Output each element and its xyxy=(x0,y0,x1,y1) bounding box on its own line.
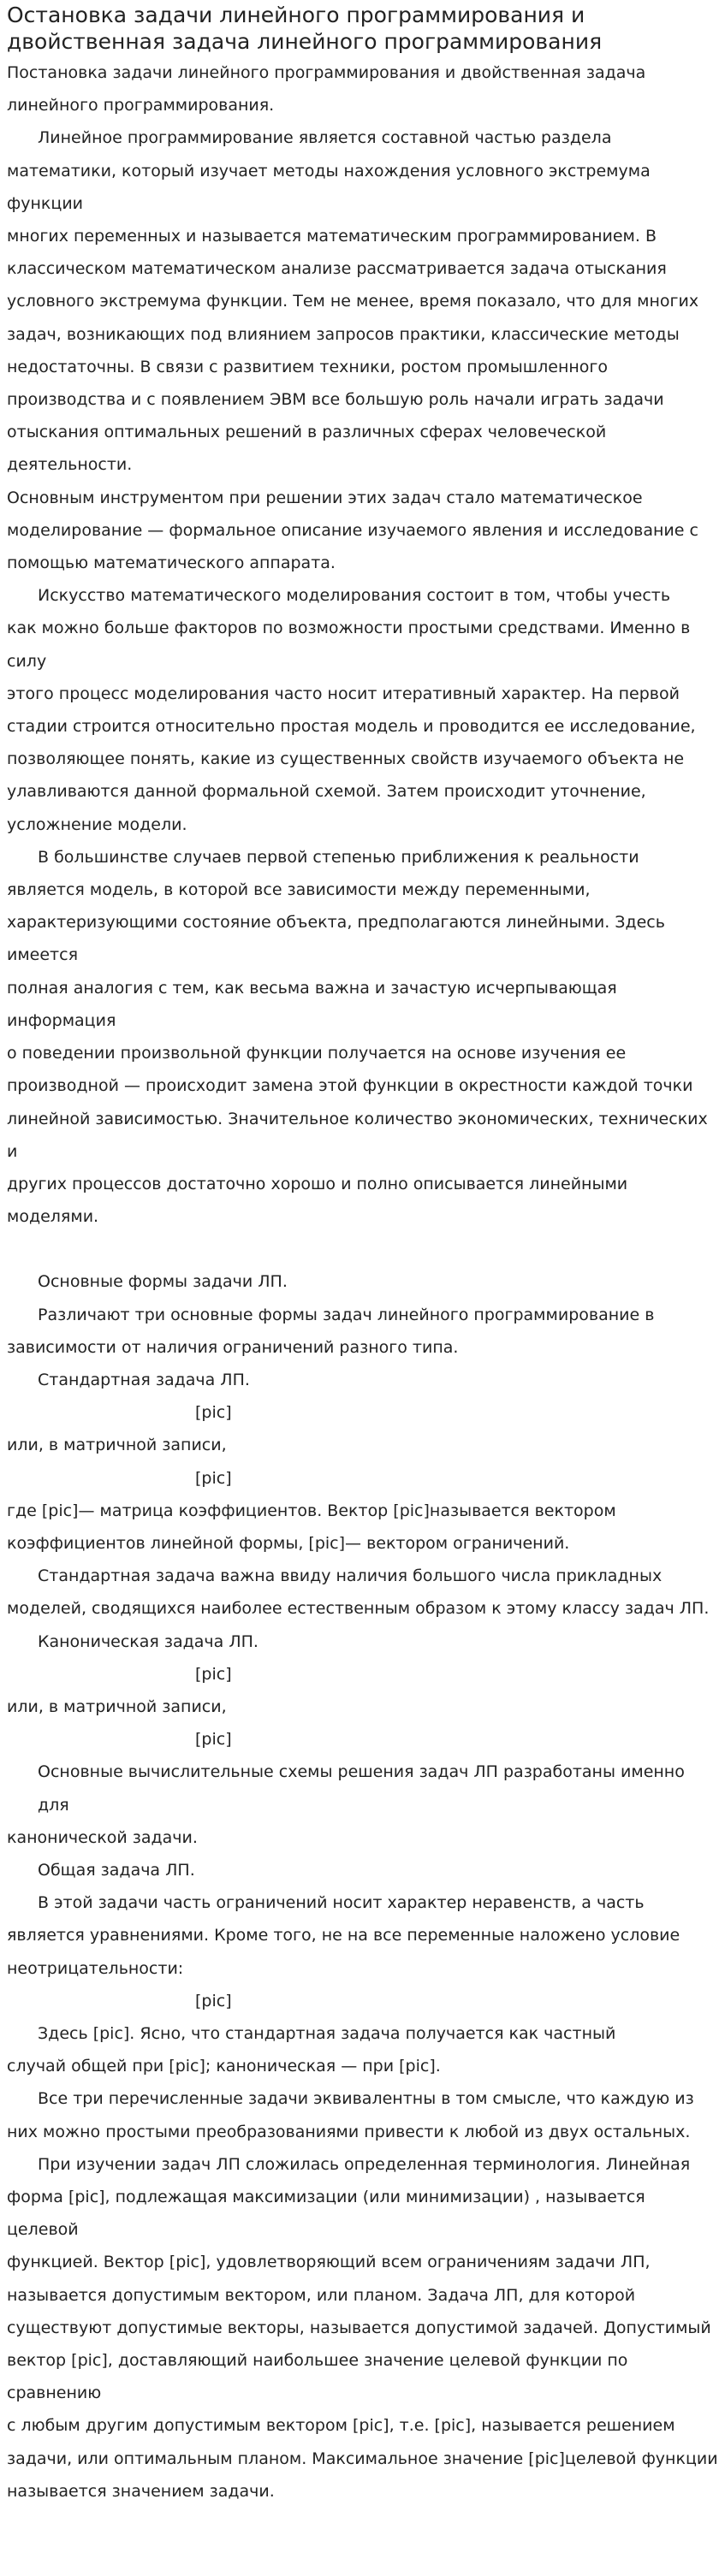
text-line: стадии строится относительно простая модель и проводится ее исследование, xyxy=(7,717,696,737)
formula-placeholder xyxy=(7,1985,719,2017)
paragraph xyxy=(7,1626,719,1658)
text-line: других процессов достаточно хорошо и полно описывается линейными моделями. xyxy=(7,1174,628,1227)
formula-placeholder xyxy=(7,1658,719,1691)
blank-line xyxy=(7,1233,719,1265)
paragraph xyxy=(7,1429,719,1461)
text-line: или, в матричной записи, xyxy=(7,1436,227,1455)
text-line: Искусство математического моделирования состоит в том, чтобы учесть xyxy=(38,586,671,606)
text-line: них можно простыми преобразованиями привести к любой из двух остальных. xyxy=(7,2122,691,2141)
paragraph xyxy=(7,121,719,481)
paragraph xyxy=(7,56,719,121)
text-line: классическом математическом анализе рассматривается задача отыскания xyxy=(7,259,667,279)
text-line: Линейное программирование является составной частью раздела xyxy=(38,128,612,148)
text-line: зависимости от наличия ограничений разного типа. xyxy=(7,1337,459,1357)
pic-placeholder: [pic] xyxy=(195,1468,232,1488)
text-line: Все три перечисленные задачи эквивалентны в том смысле, что каждую из xyxy=(38,2089,694,2109)
text-line: Общая задача ЛП. xyxy=(38,1860,195,1880)
text-line: канонической задачи. xyxy=(7,1827,198,1847)
text-line: является уравнениями. Кроме того, не на все переменные наложено условие xyxy=(7,1926,680,1945)
text-line: Основные вычислительные схемы решения задач ЛП разработаны именно для xyxy=(38,1762,685,1815)
pic-placeholder: [pic] xyxy=(195,1730,232,1750)
formula-placeholder xyxy=(7,1723,719,1756)
text-line: Каноническая задача ЛП. xyxy=(38,1631,259,1651)
text-line: линейной зависимостью. Значительное количество экономических, технических и xyxy=(7,1109,708,1161)
text-line: производства и с появлением ЭВМ все большую роль начали играть задачи xyxy=(7,390,664,410)
text-line: форма [pic], подлежащая максимизации (или минимизации) , называется целевой xyxy=(7,2188,645,2240)
text-line: Стандартная задача ЛП. xyxy=(38,1370,250,1389)
text-line: При изучении задач ЛП сложилась определенная терминология. Линейная xyxy=(38,2154,691,2174)
text-line: математики, который изучает методы нахождения условного экстремума функции xyxy=(7,161,651,213)
pic-placeholder: [pic] xyxy=(195,1664,232,1684)
paragraph xyxy=(7,2017,719,2082)
text-line: где [pic]— матрица коэффициентов. Вектор [pic]называется вектором xyxy=(7,1501,616,1520)
pic-placeholder: [pic] xyxy=(195,1403,232,1423)
paragraph xyxy=(7,1886,719,1985)
text-line: Постановка задачи линейного программирования и двойственная задача xyxy=(7,63,646,82)
paragraph xyxy=(7,841,719,1233)
text-line: помощью математического аппарата. xyxy=(7,554,336,573)
formula-placeholder xyxy=(7,1396,719,1429)
text-line: о поведении произвольной функции получается на основе изучения ее xyxy=(7,1044,627,1063)
text-line: Стандартная задача важна ввиду наличия большого числа прикладных xyxy=(38,1566,663,1586)
text-line: Основные формы задачи ЛП. xyxy=(38,1272,288,1292)
text-line: усложнение модели. xyxy=(7,814,187,834)
text-line: коэффициентов линейной формы, [pic]— вектором ограничений. xyxy=(7,1533,570,1553)
text-line: задач, возникающих под влиянием запросов практики, классические методы xyxy=(7,324,680,344)
text-line: производной — происходит замена этой функции в окрестности каждой точки xyxy=(7,1076,693,1096)
paragraph xyxy=(7,1691,719,1723)
text-line: В большинстве случаев первой степенью приближения к реальности xyxy=(38,847,639,867)
text-line: недостаточны. В связи с развитием техники, ростом промышленного xyxy=(7,357,609,376)
text-line: Здесь [pic]. Ясно, что стандартная задача получается как частный xyxy=(38,2023,616,2043)
text-line: отыскания оптимальных решений в различных сферах человеческой деятельности. xyxy=(7,423,607,475)
paragraph xyxy=(7,1854,719,1886)
text-line: или, в матричной записи, xyxy=(7,1697,227,1716)
article-text xyxy=(7,56,719,2508)
pic-placeholder: [pic] xyxy=(195,1991,232,2010)
text-line: улавливаются данной формальной схемой. Затем происходит уточнение, xyxy=(7,782,646,802)
text-line: вектор [pic], доставляющий наибольшее значение целевой функции по сравнению xyxy=(7,2351,628,2403)
paragraph xyxy=(7,579,719,841)
paragraph xyxy=(7,1560,719,1625)
text-line: как можно больше факторов по возможности простыми средствами. Именно в силу xyxy=(7,619,691,671)
paragraph xyxy=(7,482,719,580)
text-line: полная аналогия с тем, как весьма важна и зачастую исчерпывающая информация xyxy=(7,978,617,1030)
text-line: случай общей при [pic]; каноническая — при [pic]. xyxy=(7,2057,441,2076)
text-line: неотрицательности: xyxy=(7,1958,184,1978)
paragraph xyxy=(7,2082,719,2147)
text-line: называется значением задачи. xyxy=(7,2481,275,2501)
text-line: В этой задачи часть ограничений носит характер неравенств, а часть xyxy=(38,1893,645,1913)
paragraph xyxy=(7,1299,719,1364)
text-line: условного экстремума функции. Тем не менее, время показало, что для многих xyxy=(7,292,699,311)
paragraph xyxy=(7,2148,719,2508)
document-body xyxy=(7,2,719,2508)
paragraph xyxy=(7,1495,719,1560)
text-line: является модель, в которой все зависимости между переменными, xyxy=(7,880,591,900)
paragraph xyxy=(7,1265,719,1298)
text-line: моделирование — формальное описание изучаемого явления и исследование с xyxy=(7,520,698,540)
text-line: Основным инструментом при решении этих задач стало математическое xyxy=(7,488,643,507)
page-title: Остановка задачи линейного программирования и двойственная задача линейного программирования xyxy=(7,3,603,54)
paragraph xyxy=(7,1364,719,1396)
text-line: позволяющее понять, какие из существенных свойств изучаемого объекта не xyxy=(7,749,685,769)
formula-placeholder xyxy=(7,1462,719,1495)
text-line: многих переменных и называется математическим программированием. В xyxy=(7,227,657,246)
paragraph xyxy=(7,1756,719,1854)
text-line: функцией. Вектор [pic], удовлетворяющий всем ограничениям задачи ЛП, xyxy=(7,2253,651,2272)
text-line: Различают три основные формы задач линейного программирование в xyxy=(38,1305,655,1324)
text-line: задачи, или оптимальным планом. Максимальное значение [pic]целевой функции xyxy=(7,2449,718,2468)
text-line: с любым другим допустимым вектором [pic], т.е. [pic], называется решением xyxy=(7,2416,675,2436)
text-line: существуют допустимые векторы, называется допустимой задачей. Допустимый xyxy=(7,2318,711,2337)
text-line: моделей, сводящихся наиболее естественным образом к этому классу задач ЛП. xyxy=(7,1599,710,1619)
text-line: этого процесс моделирования часто носит итеративный характер. На первой xyxy=(7,684,680,703)
text-line: называется допустимым вектором, или планом. Задача ЛП, для которой xyxy=(7,2285,636,2305)
text-line: характеризующими состояние объекта, предполагаются линейными. Здесь имеется xyxy=(7,913,665,965)
text-line: линейного программирования. xyxy=(7,96,275,115)
